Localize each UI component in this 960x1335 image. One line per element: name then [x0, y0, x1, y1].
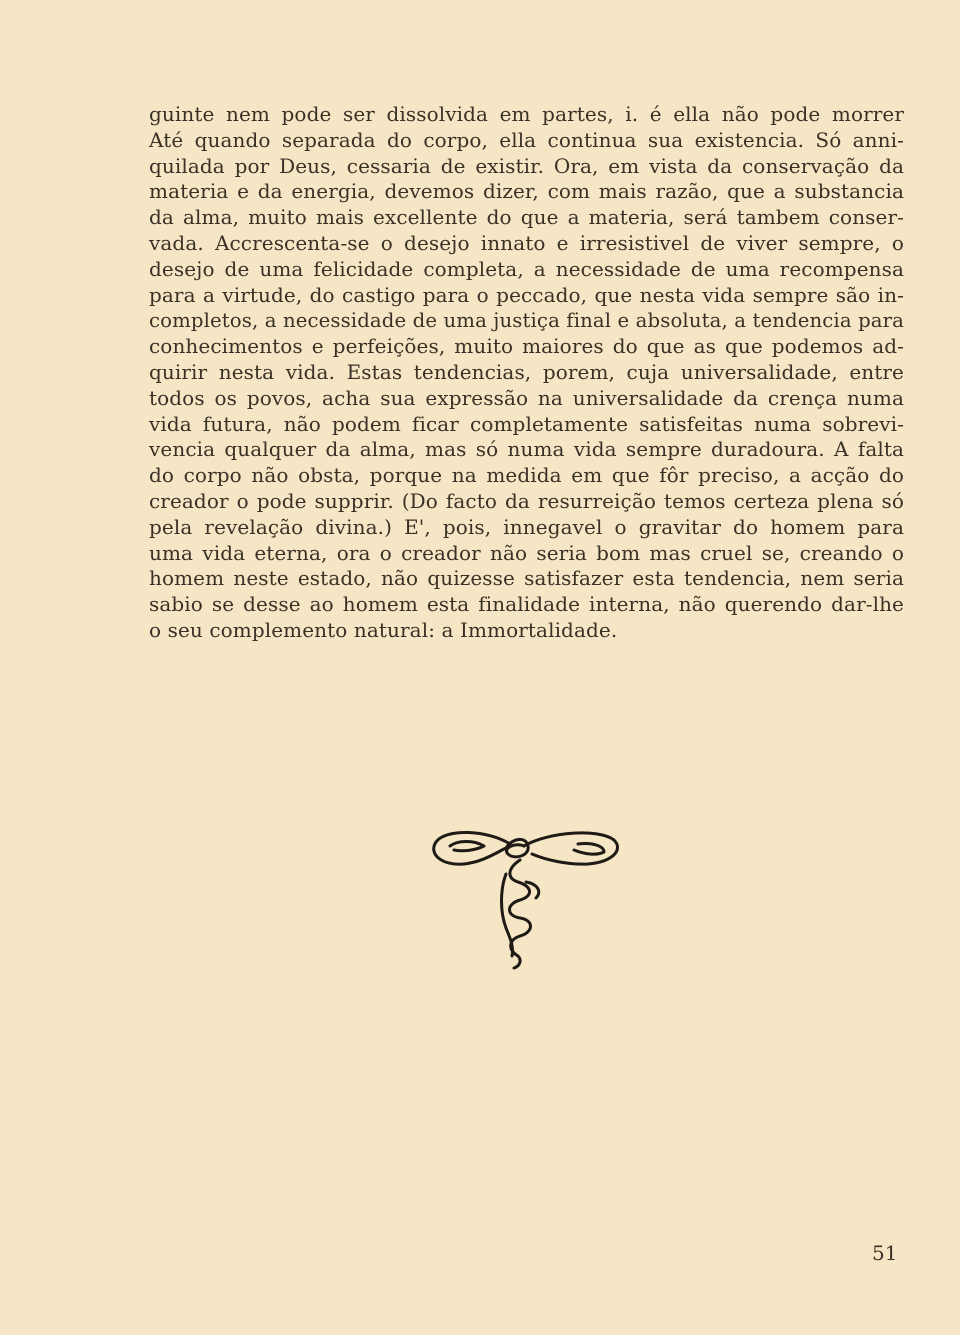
text-line-6: vada. Accrescenta-se o desejo innato e irresistivel de viver sempre, o [149, 230, 904, 255]
text-line-11: quirir nesta vida. Estas tendencias, porem, cuja universalidade, entre [149, 359, 904, 384]
text-line-15: do corpo não obsta, porque na medida em que fôr preciso, a acção do [149, 463, 904, 488]
text-line-20: sabio se desse ao homem esta finalidade interna, não querendo dar-lhe [149, 592, 904, 617]
text-line-14: vencia qualquer da alma, mas só numa vida sempre duradoura. A falta [149, 437, 904, 462]
text-line-19: homem neste estado, não quizesse satisfazer esta tendencia, nem seria [149, 566, 904, 591]
text-line-18: uma vida eterna, ora o creador não seria bom mas cruel se, creando o [149, 540, 904, 565]
text-line-13: vida futura, não podem ficar completamente satisfeitas numa sobrevi- [149, 411, 904, 436]
text-line-3: quilada por Deus, cessaria de existir. Ora, em vista da conservação da [149, 153, 904, 178]
text-line-1: guinte nem pode ser dissolvida em partes, i. é ella não pode morrer [149, 102, 904, 126]
text-line-10: conhecimentos e perfeições, muito maiores do que as que podemos ad- [149, 334, 904, 359]
text-line-2: Até quando separada do corpo, ella continua sua existencia. Só anni- [149, 127, 904, 152]
flourish-ornament-icon [428, 824, 624, 972]
body-text [149, 102, 904, 644]
text-line-5: da alma, muito mais excellente do que a materia, será tambem conser- [149, 205, 904, 230]
page-number: 51 [872, 1241, 898, 1265]
text-line-4: materia e da energia, devemos dizer, com mais razão, que a substancia [149, 179, 904, 204]
text-line-21: o seu complemento natural: a Immortalidade. [149, 617, 618, 642]
text-line-17: pela revelação divina.) E', pois, innegavel o gravitar do homem para [149, 514, 904, 539]
text-line-12: todos os povos, acha sua expressão na universalidade da crença numa [149, 385, 904, 410]
text-line-9: completos, a necessidade de uma justiça final e absoluta, a tendencia para [149, 309, 904, 333]
text-line-7: desejo de uma felicidade completa, a necessidade de uma recompensa [149, 256, 904, 281]
text-line-16: creador o pode supprir. (Do facto da resurreição temos certeza plena só [149, 488, 904, 513]
text-line-8: para a virtude, do castigo para o peccado, que nesta vida sempre são in- [149, 282, 904, 307]
